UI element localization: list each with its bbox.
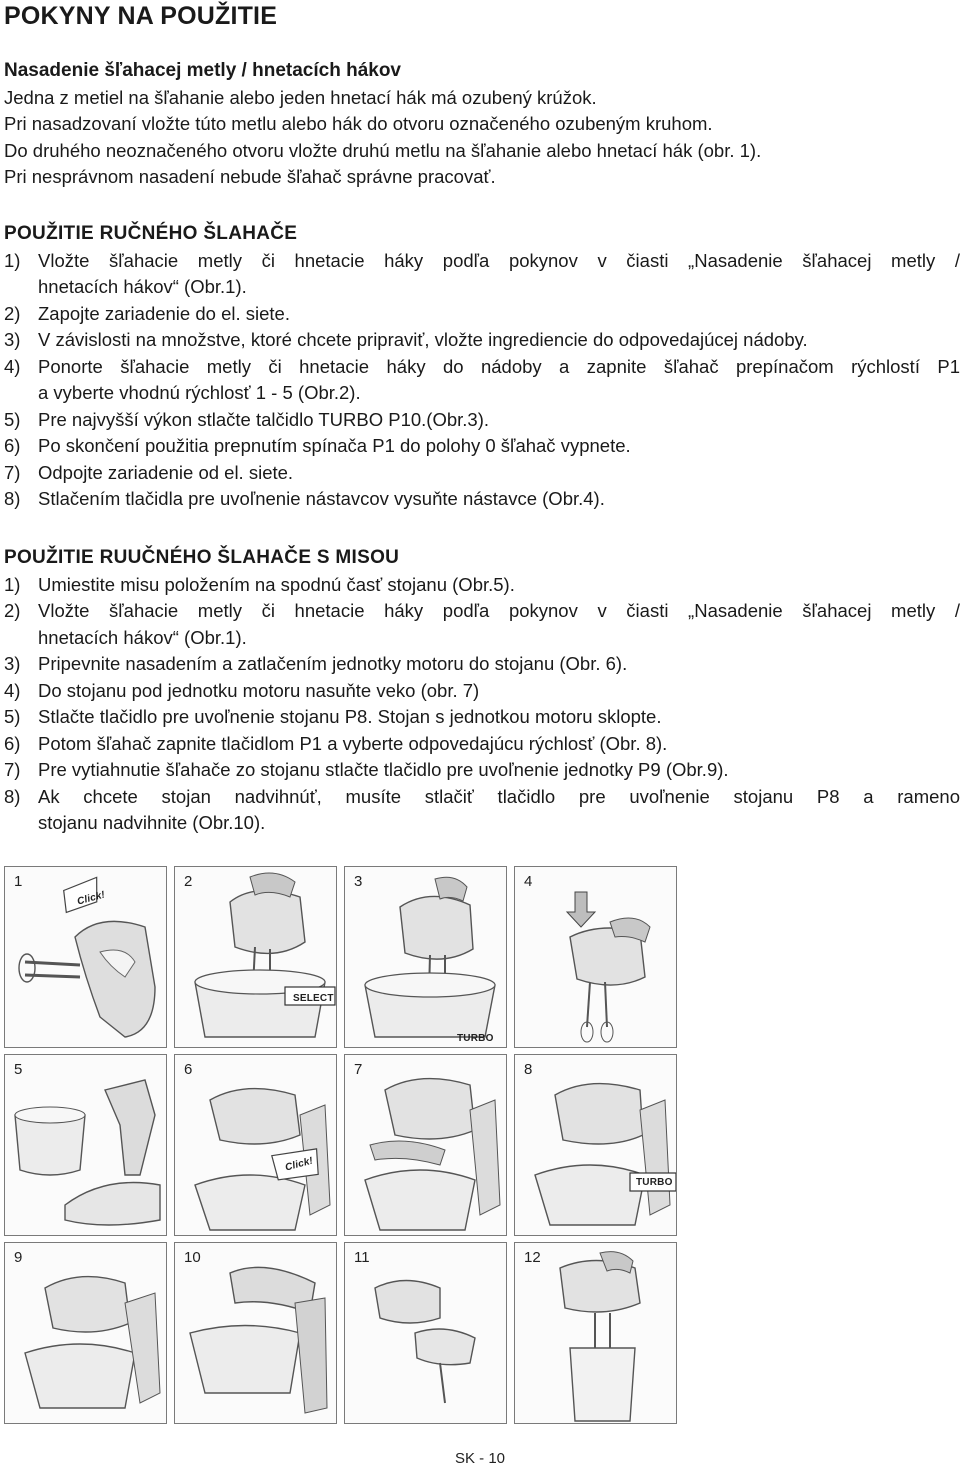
hand-mixer-eject-illustration [345,1243,507,1424]
figure-9 [4,1242,167,1424]
attaching-motor-unit-illustration [175,1055,337,1236]
figure-number: 2 [184,873,193,890]
list-item: 2) Vložte šľahacie metly či hnetacie háky podľa pokynov v čiasti „Nasadenie šľahacej metly / hnetacích hákov“ (Obr.1). [4,600,960,648]
figure-2 [174,866,337,1048]
list-item: 1) Umiestite misu položením na spodnú časť stojanu (Obr.5). [4,573,515,595]
figure-3 [344,866,507,1048]
paragraph-line: Do druhého neoznačeného otvoru vložte druhú metlu na šľahanie alebo hnetací hák (obr. 1). [4,139,762,161]
figures-grid [4,866,952,1430]
list-item: 3) Pripevnite nasadením a zatlačením jednotky motoru do stojanu (Obr. 6). [4,653,628,674]
turbo-label: TURBO [457,1033,494,1044]
steps-list [4,248,960,513]
mixer-turbo-button-illustration [345,867,507,1048]
figure-number: 5 [14,1061,23,1078]
figure-row [4,866,952,1054]
figure-number: 6 [184,1061,193,1078]
select-label: SELECT [293,993,334,1004]
figure-number: 9 [14,1249,23,1266]
list-item: 8) Stlačením tlačidla pre uvoľnenie nástavcov vysuňte nástavce (Obr.4). [4,488,605,509]
figure-number: 8 [524,1061,533,1078]
turbo-label: TURBO [636,1177,673,1188]
mixer-with-bowl-select-illustration [175,867,337,1048]
paragraph-line: Pri nesprávnom nasadení nebude šľahač správne pracovať. [4,166,496,187]
figure-4 [514,866,677,1048]
stand-mixer-turbo-illustration [515,1055,677,1236]
list-item: 6) Potom šľahač zapnite tlačidlom P1 a vyberte odpovedajúcu rýchlosť (Obr. 8). [4,732,668,754]
section-heading: Nasadenie šľahacej metly / hnetacích hákov [4,60,401,81]
figure-12 [514,1242,677,1424]
paragraph-line: Pri nasadzovaní vložte túto metlu alebo hák do otvoru označeného ozubeným kruhom. [4,113,713,134]
list-item: 8) Ak chcete stojan nadvihnúť, musíte stlačiť tlačidlo pre uvoľnenie stojanu P8 a rameno stojanu nadvihnite (Obr.10). [4,785,960,833]
figure-6 [174,1054,337,1236]
sliding-lid-illustration [345,1055,507,1236]
list-item: 7) Pre vytiahnutie šľahače zo stojanu stlačte tlačidlo pre uvoľnenie jednotky P9 (Obr.9). [4,759,729,780]
list-item: 6) Po skončení použitia prepnutím spínača P1 do polohy 0 šľahač vypnete. [4,435,631,456]
click-label: Click! [284,1155,315,1174]
page-title: POKYNY NA POUŽITIE [4,2,278,30]
figure-number: 7 [354,1061,363,1078]
list-item: 7) Odpojte zariadenie od el. siete. [4,461,294,483]
figure-number: 1 [14,873,23,890]
figure-number: 4 [524,873,533,890]
section-heading: POUŽITIE RUUČNÉHO ŠLAHAČE S MISOU [4,547,400,568]
figure-10 [174,1242,337,1424]
beater-eject-illustration [515,867,677,1048]
figure-5 [4,1054,167,1236]
list-item: 4) Ponorte šľahacie metly či hnetacie háky do nádoby a zapnite šľahač prepínačom rýchlostí P1 a vyberte vhodnú rýchlosť 1 - 5 (Obr.2). [4,355,960,403]
figure-number: 3 [354,873,363,890]
click-label: Click! [76,889,107,908]
list-item: 5) Stlačte tlačidlo pre uvoľnenie stojanu P8. Stojan s jednotkou motoru sklopte. [4,706,662,727]
list-item: 2) Zapojte zariadenie do el. siete. [4,302,290,324]
paragraph-line: Jedna z metiel na šľahanie alebo jeden hnetací hák má ozubený krúžok. [4,86,597,108]
list-item: 1) Vložte šľahacie metly či hnetacie háky podľa pokynov v čiasti „Nasadenie šľahacej metly / hnetacích hákov“ (Obr.1). [4,249,960,297]
figure-number: 11 [354,1249,370,1266]
page-number: SK - 10 [454,1450,506,1467]
bowl-and-stand-illustration [5,1055,167,1236]
list-item: 4) Do stojanu pod jednotku motoru nasuňte veko (obr. 7) [4,679,480,701]
section-fitting-beaters [4,58,960,191]
figure-11 [344,1242,507,1424]
steps-list [4,572,960,837]
figure-number: 12 [524,1249,541,1266]
figure-7 [344,1054,507,1236]
figure-1 [4,866,167,1048]
hand-mixer-in-jug-illustration [515,1243,677,1424]
figure-number: 10 [184,1249,201,1266]
section-heading: POUŽITIE RUČNÉHO ŠLAHAČE [4,223,298,244]
removing-mixer-illustration [5,1243,167,1424]
list-item: 3) V závislosti na množstve, ktoré chcete pripraviť, vložte ingrediencie do odpovedajúcej nádoby. [4,329,808,350]
figure-row [4,1054,952,1242]
lifting-stand-arm-illustration [175,1243,337,1424]
section-stand-mixer [4,545,960,837]
list-item: 5) Pre najvyšší výkon stlačte talčidlo TURBO P10.(Obr.3). [4,408,490,430]
section-hand-mixer [4,221,960,513]
figure-8 [514,1054,677,1236]
figure-row [4,1242,952,1430]
